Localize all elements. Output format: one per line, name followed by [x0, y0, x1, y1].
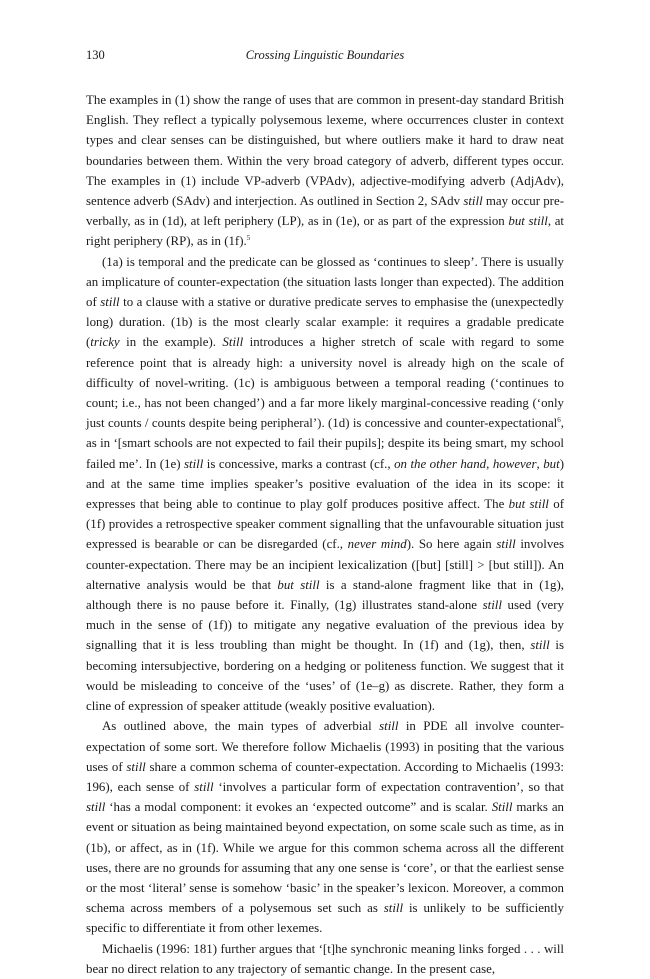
body-text [86, 90, 564, 979]
paragraph-2: (1a) is temporal and the predicate can be glossed as ‘continues to sleep’. There is usually an implicature of counter-expectation (the situation lasts longer than expected). The addition of still to a clause with a stative or durative predicate serves to emphasise the (unexpectedly long) duration. (1b) is the most clearly scalar example: it requires a gradable predicate (tricky in the example). Still introduces a higher stretch of scale with regard to some reference point that is already high: a university novel is already high on the scale of difficulty of novel-writing. (1c) is ambiguous between a temporal reading (‘continues to count; i.e., has not been changed’) and a far more likely marginal-concessive reading (‘only just counts / counts despite being peripheral’). (1d) is concessive and counter-expectational$^6$, as in ‘[smart schools are not expected to fail their pupils]; despite its being smart, my school failed me’. In (1e) still is concessive, marks a contrast (cf., on the other hand, however, but) and at the same time implies speaker’s positive evaluation of the idea in its scope: it expresses that being able to continue to play golf produces positive affect. The but still of (1f) provides a retrospective speaker comment signalling that the unfavourable situation just expressed is bearable or can be disregarded (cf., never mind). So here again still involves counter-expectation. There may be an incipient lexicalization ([but] [still] > [but still]). An alternative analysis would be that but still is a stand-alone fragment like that in (1g), although there is no pause before it. Finally, (1g) illustrates stand-alone still used (very much in the sense of (1f)) to mitigate any negative evaluation of the previous idea by signalling that it is less troubling than might be thought. In (1f) and (1g), then, still is becoming intersubjective, bordering on a hedging or politeness function. We suggest that it would be misleading to conceive of the ‘uses’ of (1e–g) as discrete. Rather, they form a cline of expression of speaker attitude (weakly positive evaluation). [86, 254, 565, 714]
paragraph-3: As outlined above, the main types of adverbial still in PDE all involve counter-expectation of some sort. We therefore follow Michaelis (1993) in positing that the various uses of still share a common schema of counter-expectation. According to Michaelis (1993: 196), each sense of still ‘involves a particular form of expectation contravention’, so that still ‘has a modal component: it evokes an ‘expected outcome” and is scalar. Still marks an event or situation as being maintained beyond expectation, on some scale such as time, as in (1b), or affect, as in (1f). While we argue for this common schema across all the different uses, there are no grounds for assuming that any one sense is ‘core’, or that the earliest sense or the most ‘literal’ sense is somehow ‘basic’ in the speaker’s lexicon. Moreover, a common schema across members of a polysemous set such as still is unlikely to be sufficiently specific to differentiate it from other lexemes. [86, 719, 564, 936]
running-header [86, 48, 564, 66]
page-number: 130 [86, 48, 105, 62]
paragraph-1: The examples in (1) show the range of uses that are common in present-day standard British English. They reflect a typically polysemous lexeme, where occurrences cluster in context types and clear senses can be distinguished, but where outliers make it hard to draw neat boundaries between them. Within the very broad category of adverb, different types occur. The examples in (1) include VP-adverb (VPAdv), adjective-modifying adverb (AdjAdv), sentence adverb (SAdv) and interjection. As outlined in Section 2, SAdv still may occur pre-verbally, as in (1d), at left periphery (LP), as in (1e), or as part of the expression but still, at right periphery (RP), as in (1f).$^5$ [86, 93, 564, 249]
paragraph-4: Michaelis (1996: 181) further argues that ‘[t]he synchronic meaning links forged . . . will bear no direct relation to any trajectory of semantic change. In the present case, [86, 941, 564, 976]
running-title: Crossing Linguistic Boundaries [245, 48, 405, 62]
